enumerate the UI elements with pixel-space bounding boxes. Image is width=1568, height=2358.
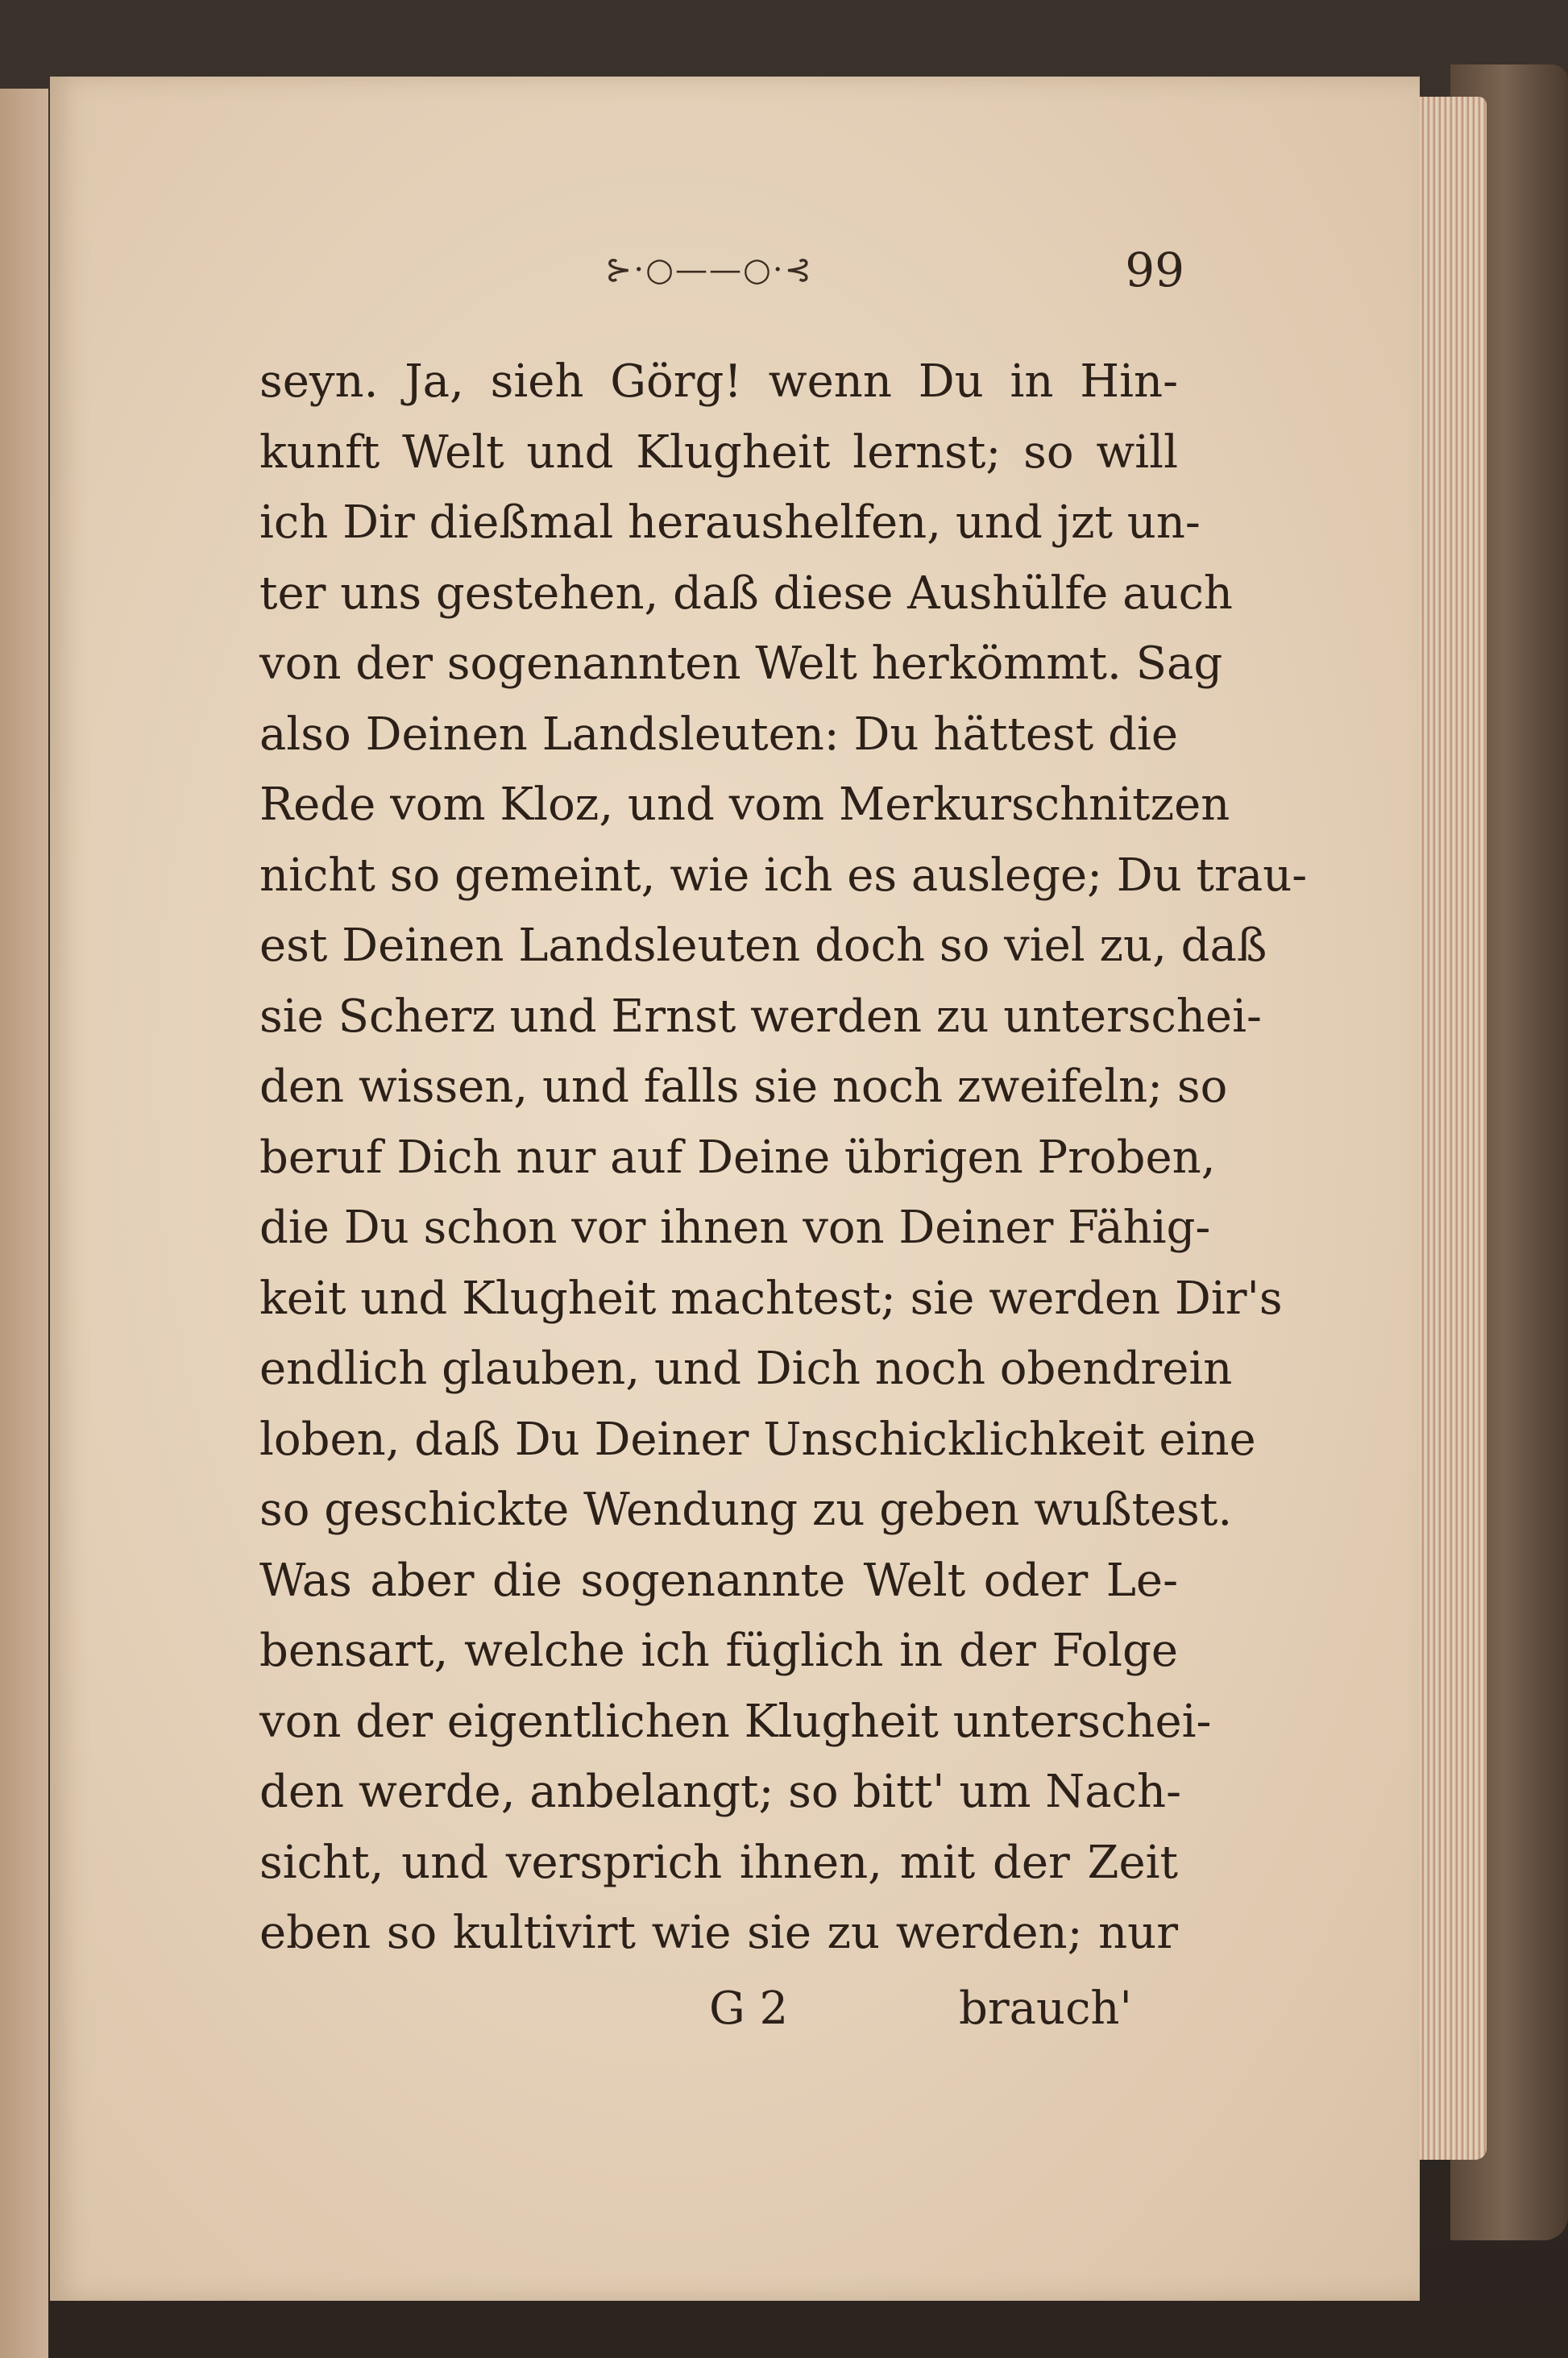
text-line: keit und Klugheit machtest; sie werden Dir's bbox=[259, 1272, 1283, 1325]
text-line: ter uns gestehen, daß diese Aushülfe auch bbox=[259, 567, 1233, 620]
text-line: die Du schon vor ihnen von Deiner Fähig- bbox=[259, 1202, 1211, 1254]
text-line: sie Scherz und Ernst werden zu unterschei- bbox=[259, 990, 1262, 1043]
text-line: Was aber die sogenannte Welt oder Le- bbox=[259, 1554, 1178, 1607]
page-header bbox=[234, 242, 1184, 306]
header-ornament: ⊱·○——○·⊰ bbox=[604, 251, 814, 289]
text-line: also Deinen Landsleuten: Du hättest die bbox=[259, 708, 1178, 761]
text-line: endlich glauben, und Dich noch obendrein bbox=[259, 1343, 1233, 1395]
previous-page-edge bbox=[0, 89, 48, 2358]
text-line: Rede vom Kloz, und vom Merkurschnitzen bbox=[259, 778, 1230, 831]
page-number: 99 bbox=[1125, 243, 1184, 297]
body-text bbox=[259, 347, 1308, 1969]
signature-mark: G 2 bbox=[709, 1982, 789, 2035]
text-line: seyn. Ja, sieh Görg! wenn Du in Hin- bbox=[259, 355, 1178, 408]
text-line: den wissen, und falls sie noch zweifeln; so bbox=[259, 1061, 1228, 1113]
text-line: von der eigentlichen Klugheit unterschei- bbox=[259, 1695, 1212, 1748]
text-line: bensart, welche ich füglich in der Folge bbox=[259, 1625, 1178, 1677]
text-line: ich Dir dießmal heraushelfen, und jzt un- bbox=[259, 496, 1201, 549]
text-line: sicht, und versprich ihnen, mit der Zeit bbox=[259, 1836, 1178, 1889]
text-line: beruf Dich nur auf Deine übrigen Proben, bbox=[259, 1131, 1216, 1184]
text-line: nicht so gemeint, wie ich es auslege; Du trau- bbox=[259, 849, 1308, 902]
text-line: von der sogenannten Welt herkömmt. Sag bbox=[259, 637, 1223, 690]
text-line: est Deinen Landsleuten doch so viel zu, daß bbox=[259, 920, 1267, 972]
text-line: eben so kultivirt wie sie zu werden; nur bbox=[259, 1907, 1178, 1959]
text-line: so geschickte Wendung zu geben wußtest. bbox=[259, 1484, 1233, 1536]
catchword: brauch' bbox=[959, 1982, 1132, 2035]
text-line: loben, daß Du Deiner Unschicklichkeit eine bbox=[259, 1413, 1256, 1466]
text-line: den werde, anbelangt; so bitt' um Nach- bbox=[259, 1766, 1182, 1818]
text-line: kunft Welt und Klugheit lernst; so will bbox=[259, 426, 1178, 479]
